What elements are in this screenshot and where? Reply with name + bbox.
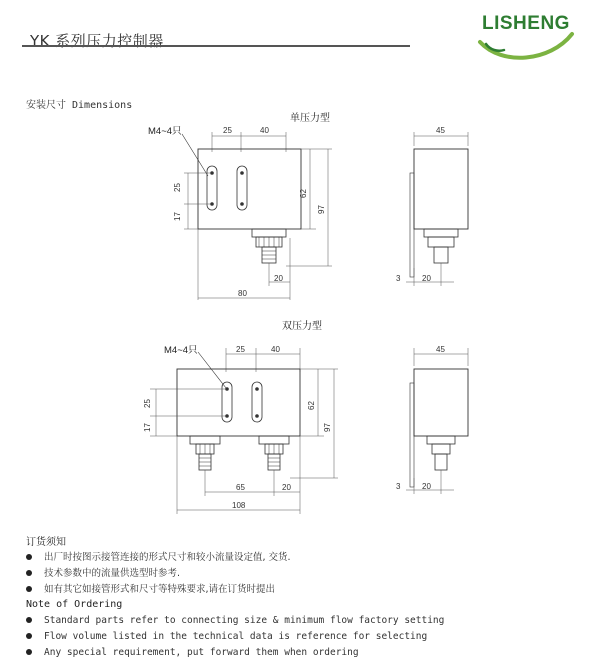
double-side-view <box>392 338 492 498</box>
single-front-view <box>140 118 360 308</box>
hole-label: M4~4只 <box>148 126 182 137</box>
double-front-view <box>140 338 360 518</box>
ordering-item-cn: 出厂时按图示接管连接的形式尺寸和较小流量设定值, 交货. <box>26 549 291 563</box>
ordering-item-en: Standard parts refer to connecting size & minimum flow factory setting <box>26 615 444 626</box>
dim-side-3: 3 <box>396 274 401 283</box>
page-title: YK 系列压力控制器 <box>30 32 164 50</box>
bullet-icon <box>26 570 32 576</box>
dim-top-25: 25 <box>236 345 245 354</box>
bullet-icon <box>26 586 32 592</box>
header-divider <box>22 45 410 47</box>
bullet-icon <box>26 633 32 639</box>
connector-right <box>259 436 289 470</box>
connector-left <box>190 436 220 470</box>
dim-left-25: 25 <box>143 399 152 408</box>
dim-left-17: 17 <box>173 212 182 221</box>
ordering-item-cn: 如有其它如接管形式和尺寸等特殊要求,请在订货时提出 <box>26 581 275 595</box>
dimensions-label: 安装尺寸 Dimensions <box>26 100 133 111</box>
dim-side-20: 20 <box>422 482 431 491</box>
side-body-outline <box>414 369 468 436</box>
brand-name: LISHENG <box>482 13 570 34</box>
dim-bottom-80: 80 <box>238 289 247 298</box>
hole-label: M4~4只 <box>164 345 198 356</box>
ordering-item-en: Flow volume listed in the technical data is reference for selecting <box>26 631 427 642</box>
dim-top-40: 40 <box>260 126 269 135</box>
dim-right-97: 97 <box>323 423 332 432</box>
dim-top-25: 25 <box>223 126 232 135</box>
dim-right-62: 62 <box>299 189 308 198</box>
dim-right-62: 62 <box>307 401 316 410</box>
double-type-title: 双压力型 <box>282 321 322 332</box>
single-side-view <box>392 118 492 288</box>
dim-bottom-20: 20 <box>282 483 291 492</box>
dim-left-25: 25 <box>173 183 182 192</box>
dim-right-97: 97 <box>317 205 326 214</box>
dim-bottom-108: 108 <box>232 501 246 510</box>
dim-side-20: 20 <box>422 274 431 283</box>
bullet-icon <box>26 554 32 560</box>
ordering-item-en: Any special requirement, put forward them when ordering <box>26 647 359 658</box>
body-outline <box>177 369 300 436</box>
ordering-heading-en: Note of Ordering <box>26 599 123 610</box>
dim-top-40: 40 <box>271 345 280 354</box>
dim-side-45: 45 <box>436 345 445 354</box>
bullet-icon <box>26 649 32 655</box>
dim-left-17: 17 <box>143 423 152 432</box>
ordering-item-cn: 技术参数中的流量供选型时参考. <box>26 565 180 579</box>
dim-side-3: 3 <box>396 482 401 491</box>
side-body-outline <box>414 149 468 229</box>
bullet-icon <box>26 617 32 623</box>
dim-bottom-20: 20 <box>274 274 283 283</box>
dim-side-45: 45 <box>436 126 445 135</box>
single-type-title: 单压力型 <box>290 113 330 124</box>
dim-bottom-65: 65 <box>236 483 245 492</box>
body-outline <box>198 149 301 229</box>
ordering-heading-cn: 订货须知 <box>26 537 66 548</box>
logo-swoosh <box>480 34 572 58</box>
